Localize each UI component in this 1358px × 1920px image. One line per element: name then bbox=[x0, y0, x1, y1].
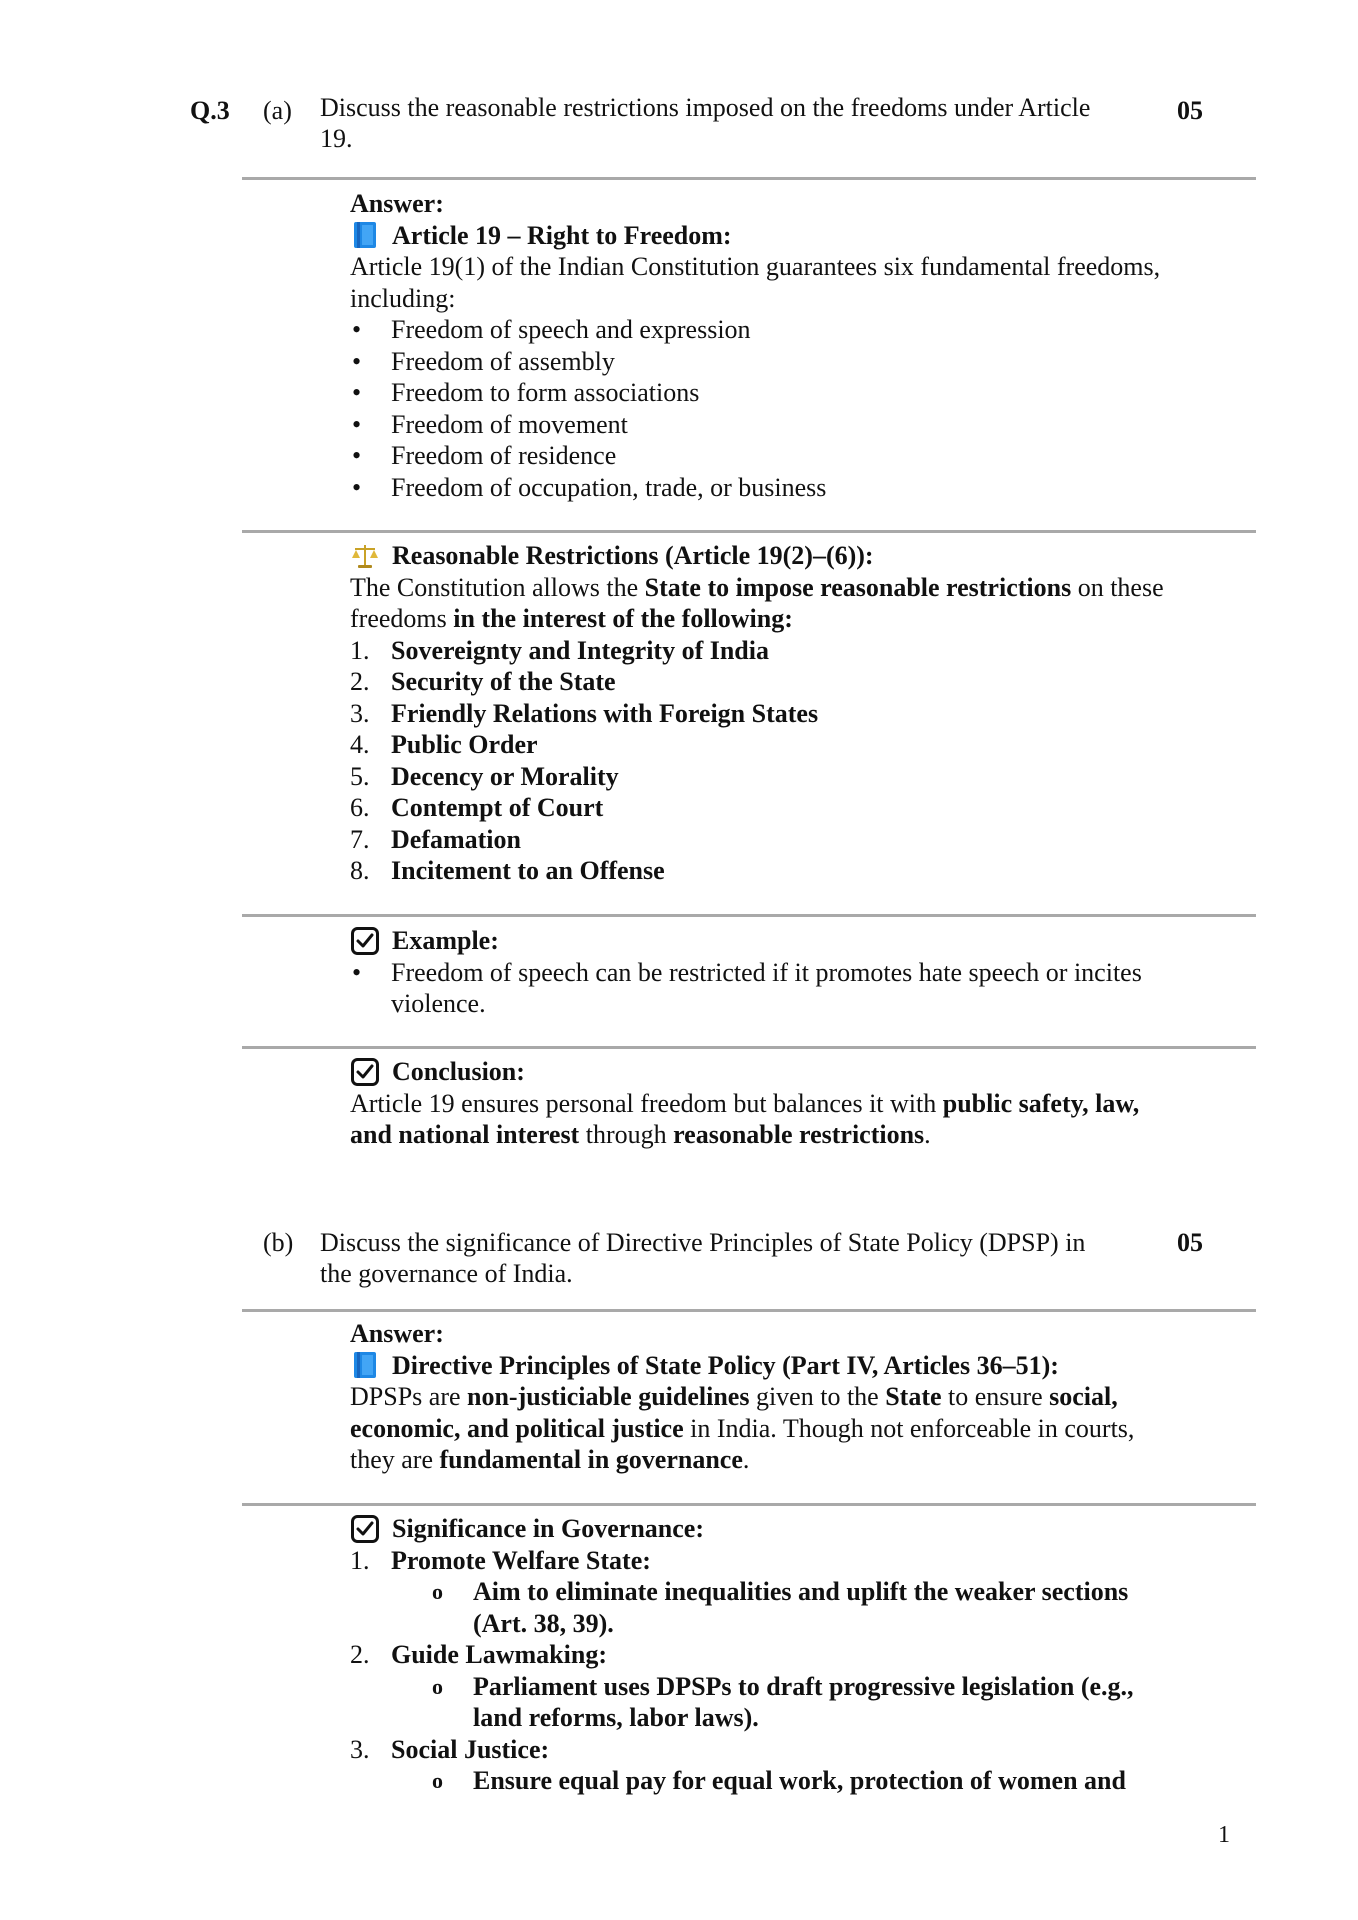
item-text: Public Order bbox=[391, 730, 538, 759]
question-text-line-1: Discuss the reasonable restrictions imposed on the freedoms under Article bbox=[320, 93, 1091, 122]
text-run: Article 19 ensures personal freedom but balances it with bbox=[350, 1088, 943, 1118]
heading-text: Conclusion: bbox=[392, 1057, 525, 1086]
item-text: Decency or Morality bbox=[391, 761, 619, 791]
list-item: • Freedom of speech and expression bbox=[350, 314, 1170, 346]
list-item: 5. Decency or Morality bbox=[350, 761, 619, 791]
item-text: Incitement to an Offense bbox=[391, 856, 665, 885]
text-run: in India. Though not enforceable in courts, they are bbox=[350, 1413, 1135, 1474]
dpsp-description bbox=[350, 1381, 1180, 1476]
sub-list-item bbox=[432, 1671, 1170, 1734]
list-item bbox=[350, 1639, 1170, 1734]
question-part-label: (a) bbox=[263, 96, 292, 125]
sub-list-item: o Aim to eliminate inequalities and uplift the weaker sections (Art. 38, 39). bbox=[432, 1576, 1170, 1639]
divider bbox=[242, 1046, 1256, 1049]
list-item: 3. Friendly Relations with Foreign States bbox=[350, 698, 819, 728]
list-item: • Freedom of assembly bbox=[350, 346, 1170, 378]
text-run: given to the bbox=[749, 1382, 886, 1411]
check-box-icon bbox=[350, 1514, 380, 1544]
restrictions-section bbox=[350, 540, 1170, 887]
list-item: • Freedom of movement bbox=[350, 409, 1170, 441]
conclusion-text bbox=[350, 1088, 1170, 1151]
question-part-label: (b) bbox=[263, 1228, 294, 1257]
section-heading bbox=[350, 1513, 1170, 1545]
question-marks: 05 bbox=[1177, 96, 1203, 125]
text-run: on these freedoms bbox=[350, 572, 1164, 633]
sub-list bbox=[350, 1671, 1170, 1734]
item-number: 3. bbox=[350, 1734, 370, 1764]
item-number: 2. bbox=[350, 1640, 370, 1669]
freedoms-list bbox=[350, 314, 1170, 503]
section-heading bbox=[350, 220, 1170, 252]
significance-list bbox=[350, 1545, 1170, 1797]
scales-icon bbox=[350, 541, 380, 571]
bold-text: reasonable restrictions bbox=[673, 1120, 925, 1149]
list-item bbox=[350, 1545, 1170, 1640]
sub-list-item: o Ensure equal pay for equal work, protection of women and bbox=[432, 1765, 1170, 1797]
text-run: The Constitution allows the bbox=[350, 572, 645, 602]
list-item: • Freedom to form associations bbox=[350, 377, 1170, 409]
sub-list bbox=[350, 1576, 1170, 1639]
bold-text: in the interest of the following: bbox=[453, 604, 793, 633]
list-item: 7. Defamation bbox=[350, 824, 521, 854]
divider bbox=[242, 530, 1256, 533]
heading-text: Reasonable Restrictions (Article 19(2)–(6)): bbox=[392, 541, 874, 570]
divider bbox=[242, 914, 1256, 917]
list-item: • Freedom of occupation, trade, or business bbox=[350, 472, 1170, 504]
bold-text: public safety, law, and national interest bbox=[350, 1088, 1140, 1149]
text-run: through bbox=[579, 1120, 674, 1149]
list-item: 1. Sovereignty and Integrity of India bbox=[350, 635, 769, 665]
bold-text: non-justiciable guidelines bbox=[467, 1382, 750, 1411]
example-list bbox=[350, 957, 1170, 1020]
item-text: Sovereignty and Integrity of India bbox=[391, 635, 769, 665]
bold-text: State bbox=[885, 1382, 942, 1411]
list-item: 8. Incitement to an Offense bbox=[350, 856, 665, 885]
item-title: Guide Lawmaking: bbox=[391, 1640, 607, 1669]
restrictions-list bbox=[350, 635, 1170, 887]
text-run: to ensure bbox=[941, 1382, 1050, 1411]
heading-text: Directive Principles of State Policy (Part IV, Articles 36–51): bbox=[392, 1350, 1059, 1380]
article-19-section bbox=[350, 188, 1170, 503]
heading-text: Significance in Governance: bbox=[392, 1514, 704, 1543]
conclusion-section bbox=[350, 1056, 1170, 1151]
blue-book-icon bbox=[350, 1350, 380, 1380]
question-number: Q.3 bbox=[190, 96, 230, 125]
blue-book-icon bbox=[350, 220, 380, 250]
article-19-intro: Article 19(1) of the Indian Constitution guarantees six fundamental freedoms, including: bbox=[350, 252, 1161, 313]
dpsp-section bbox=[350, 1318, 1180, 1476]
bold-text: draft progressive legislation bbox=[766, 1671, 1075, 1701]
text-run: . bbox=[924, 1120, 931, 1149]
text-run: Parliament uses DPSPs to bbox=[473, 1671, 767, 1701]
section-heading bbox=[350, 1350, 1180, 1382]
list-item bbox=[350, 1734, 1170, 1797]
bold-text: fundamental in governance bbox=[439, 1445, 743, 1474]
heading-text: Article 19 – Right to Freedom: bbox=[392, 220, 732, 250]
text-run: (e.g., land reforms, labor laws). bbox=[473, 1671, 1134, 1732]
check-box-icon bbox=[350, 926, 380, 956]
item-text: Friendly Relations with Foreign States bbox=[391, 698, 819, 728]
bold-text: social, economic, and political justice bbox=[350, 1382, 1118, 1443]
text-run: . bbox=[742, 1445, 750, 1474]
list-item: • Freedom of speech can be restricted if it promotes hate speech or incites violence. bbox=[350, 957, 1170, 1020]
question-text-line-2: 19. bbox=[320, 124, 353, 153]
page-number: 1 bbox=[1218, 1822, 1230, 1848]
list-item: 6. Contempt of Court bbox=[350, 793, 604, 822]
item-title: Promote Welfare State: bbox=[391, 1545, 651, 1575]
example-section bbox=[350, 925, 1170, 1020]
restrictions-intro bbox=[350, 572, 1170, 635]
answer-label: Answer: bbox=[350, 1319, 444, 1348]
list-item: 4. Public Order bbox=[350, 730, 538, 759]
section-heading bbox=[350, 540, 1170, 572]
question-text-line-1: Discuss the significance of Directive Principles of State Policy (DPSP) in bbox=[320, 1228, 1086, 1257]
significance-section bbox=[350, 1513, 1170, 1797]
sub-list bbox=[350, 1765, 1170, 1797]
item-text: Defamation bbox=[391, 824, 521, 854]
list-item: • Freedom of residence bbox=[350, 440, 1170, 472]
check-box-icon bbox=[350, 1057, 380, 1087]
bold-text: State to impose reasonable restrictions bbox=[644, 572, 1072, 602]
item-number: 1. bbox=[350, 1545, 370, 1575]
item-text: Security of the State bbox=[391, 667, 616, 696]
list-item: 2. Security of the State bbox=[350, 667, 616, 696]
item-text: Contempt of Court bbox=[391, 793, 604, 822]
question-marks: 05 bbox=[1177, 1228, 1203, 1257]
answer-label: Answer: bbox=[350, 189, 444, 218]
section-heading bbox=[350, 925, 1170, 957]
text-run: DPSPs are bbox=[350, 1382, 468, 1411]
divider bbox=[242, 177, 1256, 180]
section-heading bbox=[350, 1056, 1170, 1088]
question-text-line-2: the governance of India. bbox=[320, 1259, 573, 1288]
divider bbox=[242, 1309, 1256, 1312]
divider bbox=[242, 1503, 1256, 1506]
item-title: Social Justice: bbox=[391, 1734, 550, 1764]
heading-text: Example: bbox=[392, 926, 499, 955]
